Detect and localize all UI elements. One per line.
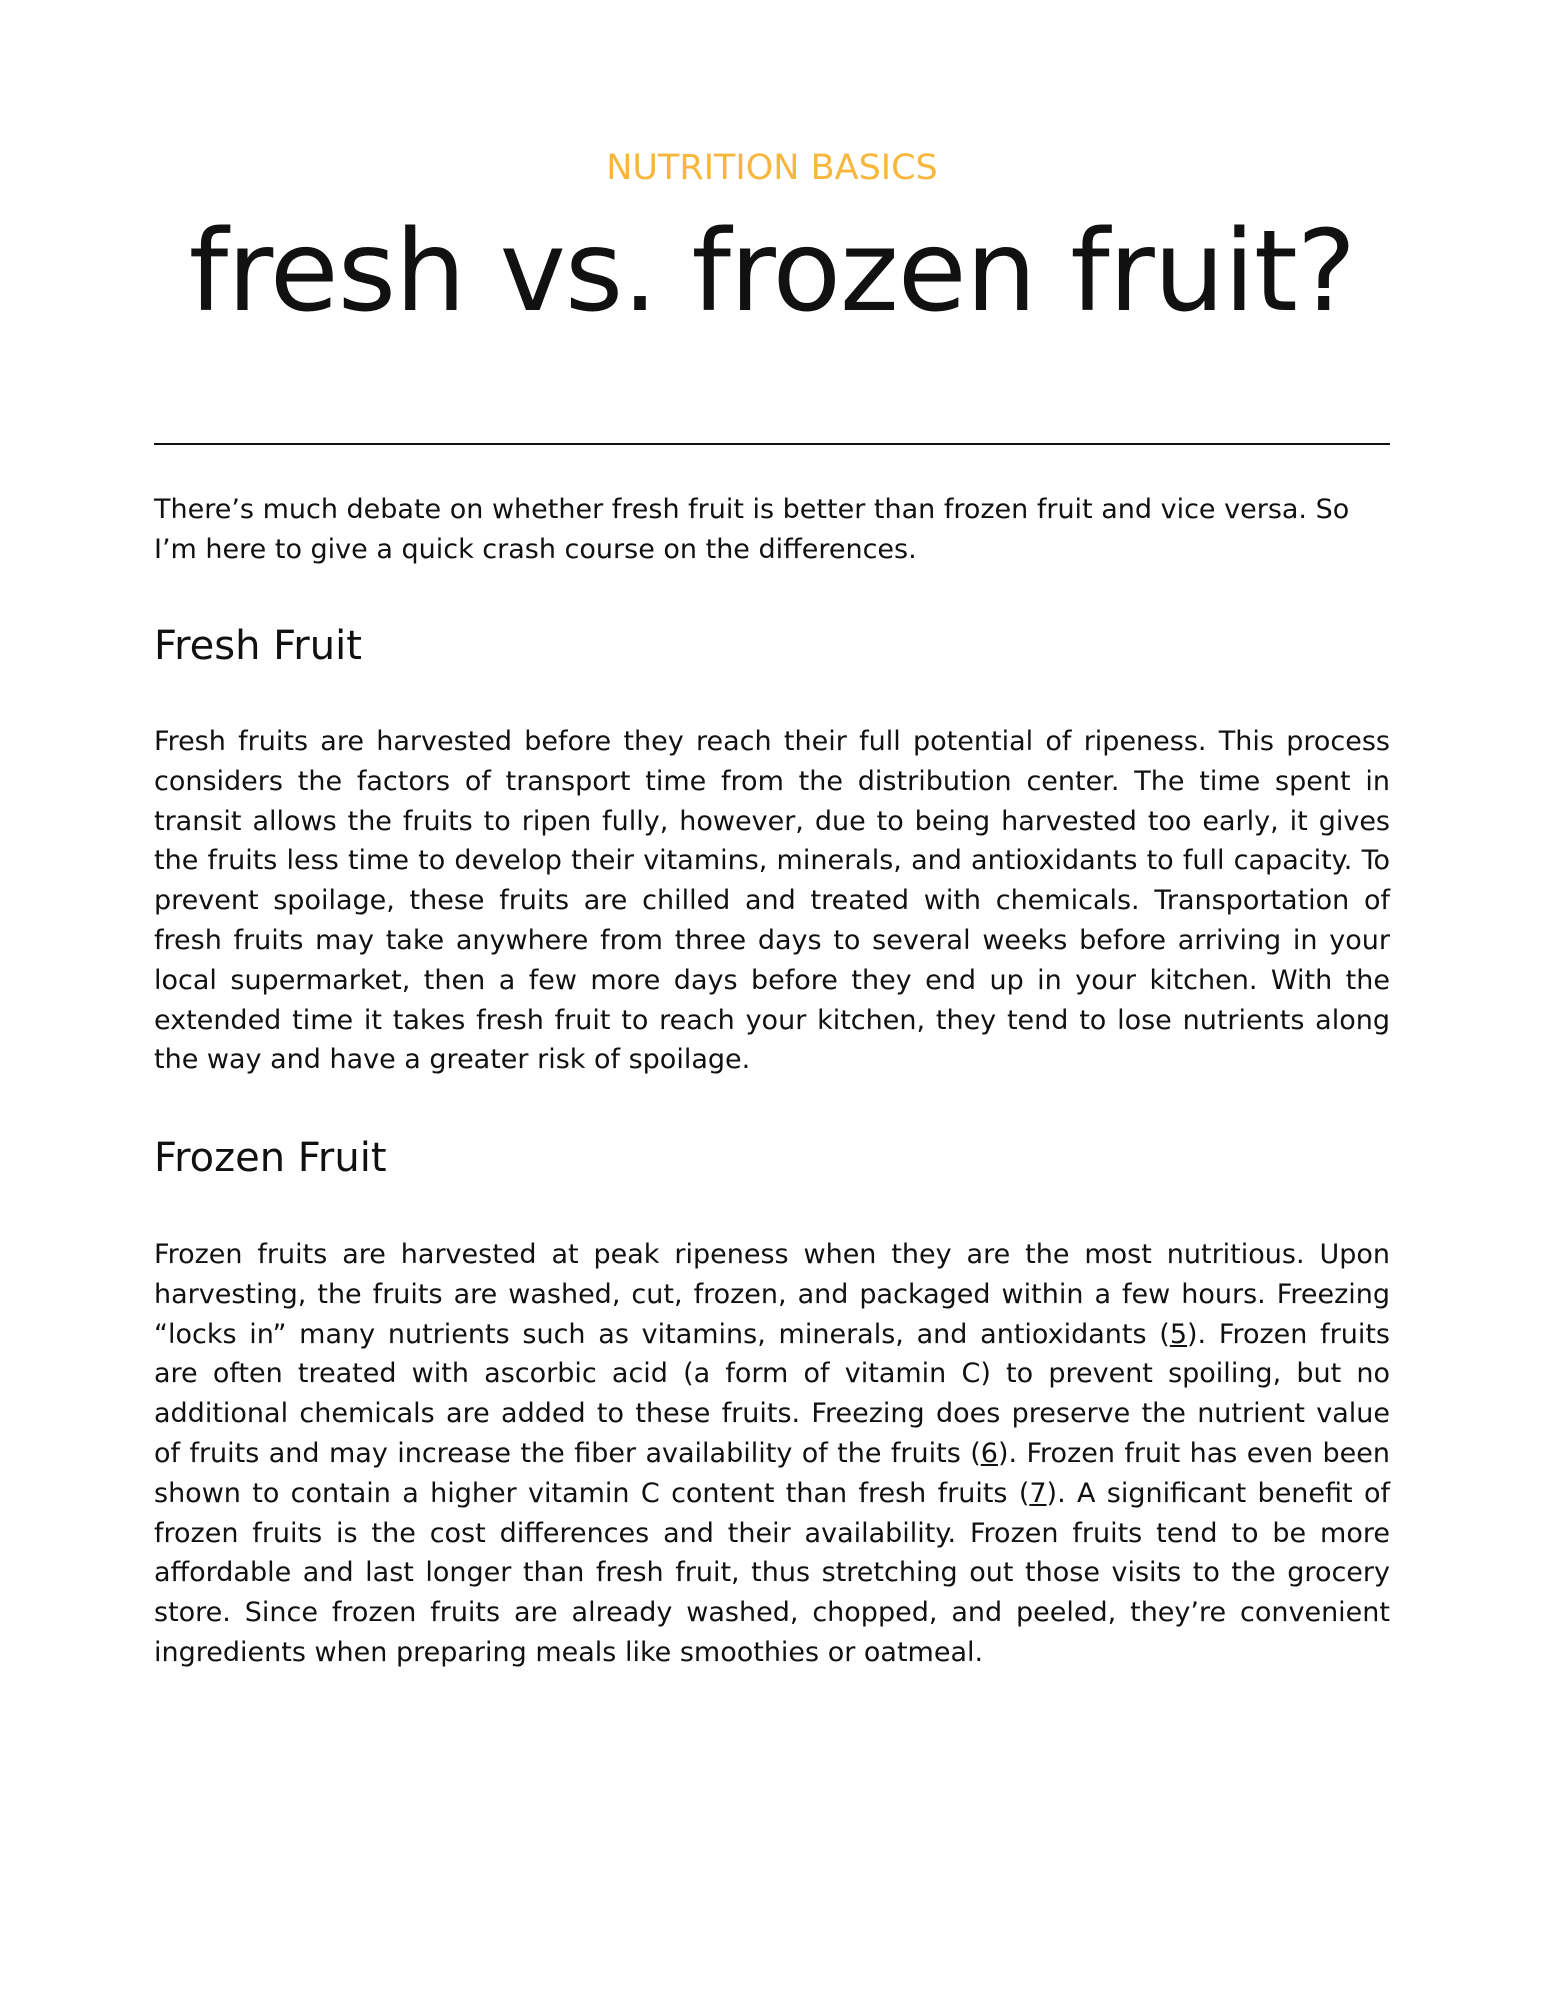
- title-divider: [154, 443, 1390, 445]
- frozen-text-part-4: ). A significant benefit of frozen fruits is the cost differences and their availability. Frozen fruits tend to be more affordable and last longer than fresh fruit, thus stretching out those visits to the grocery store. Since frozen fruits are already washed, chopped, and peeled, they’re convenient ingredients when preparing meals like smoothies or oatmeal.: [154, 1477, 1390, 1668]
- reference-link-7[interactable]: 7: [1029, 1477, 1047, 1509]
- fresh-fruit-paragraph: Fresh fruits are harvested before they reach their full potential of ripeness. This process considers the factors of transport time from the distribution center. The time spent in transit allows the fruits to ripen fully, however, due to being harvested too early, it gives the fruits less time to develop their vitamins, minerals, and antioxidants to full capacity. To prevent spoilage, these fruits are chilled and treated with chemicals. Transportation of fresh fruits may take anywhere from three days to several weeks before arriving in your local supermarket, then a few more days before they end up in your kitchen. With the extended time it takes fresh fruit to reach your kitchen, they tend to lose nutrients along the way and have a greater risk of spoilage.: [154, 726, 1390, 1076]
- frozen-fruit-paragraph: [154, 1235, 1390, 1673]
- fresh-fruit-heading: Fresh Fruit: [154, 623, 362, 669]
- page-title: fresh vs. frozen fruit?: [188, 207, 1356, 337]
- reference-link-5[interactable]: 5: [1169, 1318, 1188, 1350]
- frozen-text-part-2: ). Frozen fruits are often treated with ascorbic acid (a form of vitamin C) to prevent spoiling, but no additional chemicals are added to these fruits. Freezing does preserve the nutrient value of fruits and may increase the fiber availability of the fruits (: [154, 1318, 1390, 1469]
- frozen-text-part-1: Frozen fruits are harvested at peak ripeness when they are the most nutritious. Upon harvesting, the fruits are washed, cut, frozen, and packaged within a few hours. Freezing “locks in” many nutrients such as vitamins, minerals, and antioxidants (: [154, 1239, 1390, 1350]
- category-kicker: NUTRITION BASICS: [606, 148, 938, 188]
- intro-paragraph: There’s much debate on whether fresh fruit is better than frozen fruit and vice versa. So I’m here to give a quick crash course on the differences.: [154, 494, 1350, 565]
- reference-link-6[interactable]: 6: [980, 1437, 998, 1469]
- frozen-fruit-heading: Frozen Fruit: [154, 1135, 387, 1181]
- frozen-text-part-3: ). Frozen fruit has even been shown to contain a higher vitamin C content than fresh fruits (: [154, 1437, 1390, 1509]
